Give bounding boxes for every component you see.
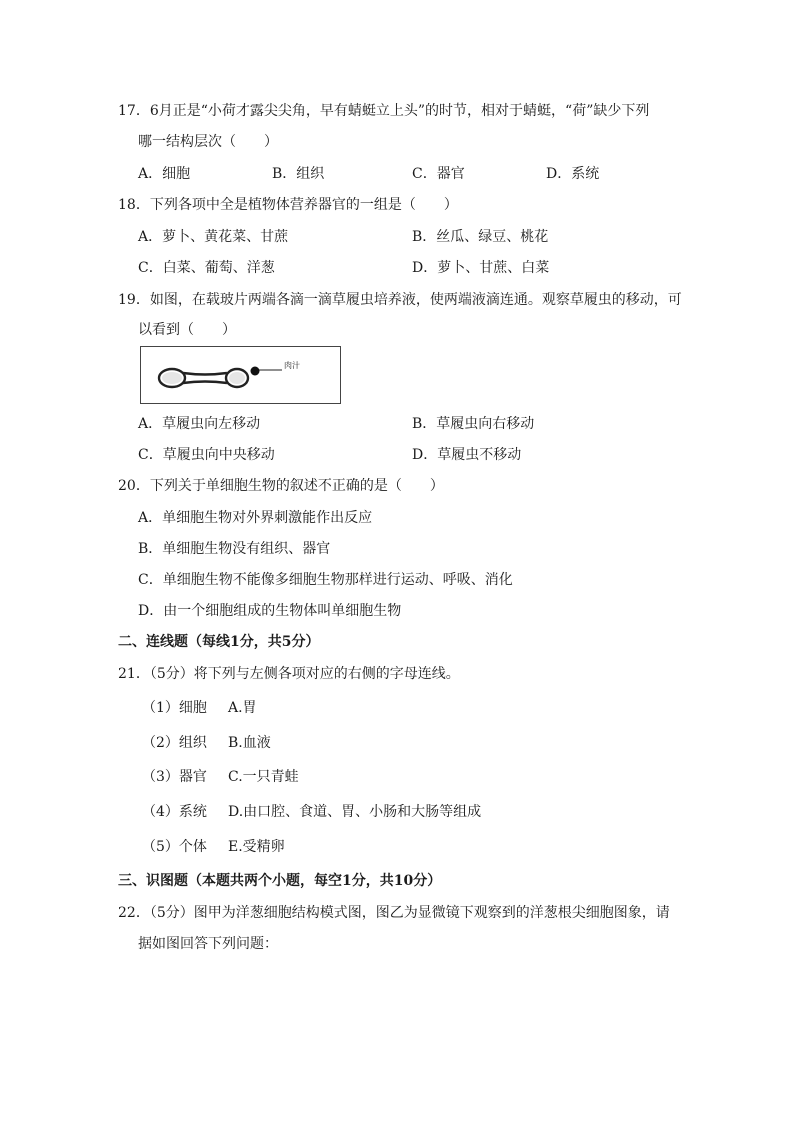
q18-option-d[interactable]: D．萝卜、甘蔗、白菜	[412, 260, 550, 276]
slide-diagram	[140, 346, 341, 404]
q18-stem: 18．下列各项中全是植物体营养器官的一组是（ ）	[118, 197, 458, 213]
q17-option-c[interactable]: C．器官	[412, 166, 465, 182]
q22-stem-line1: 22．（5分）图甲为洋葱细胞结构模式图，图乙为显微镜下观察到的洋葱根尖细胞图象，请	[118, 905, 670, 921]
matching-right-c: C.一只青蛙	[228, 769, 299, 785]
matching-right-b: B.血液	[228, 735, 271, 751]
q17-option-a[interactable]: A．细胞	[138, 166, 191, 182]
broth-drop	[251, 367, 260, 376]
q19-option-c[interactable]: C．草履虫向中央移动	[138, 447, 275, 463]
q20-option-d[interactable]: D．由一个细胞组成的生物体叫单细胞生物	[138, 603, 402, 619]
q22-stem-line2: 据如图回答下列问题：	[138, 936, 278, 952]
q19-option-a[interactable]: A．草履虫向左移动	[138, 416, 261, 432]
q19-option-d[interactable]: D．草履虫不移动	[412, 447, 522, 463]
matching-left-1: （1）细胞	[142, 700, 207, 716]
matching-right-a: A.胃	[228, 700, 257, 716]
matching-right-e: E.受精卵	[228, 839, 285, 855]
matching-left-3: （3）器官	[142, 769, 207, 785]
section-2-title: 二、连线题（每线1分，共5分）	[118, 634, 320, 650]
q17-option-d[interactable]: D．系统	[546, 166, 600, 182]
q20-option-a[interactable]: A．单细胞生物对外界刺激能作出反应	[138, 510, 373, 526]
slide-drawing	[141, 347, 340, 403]
q18-option-a[interactable]: A．萝卜、黄花菜、甘蔗	[138, 229, 289, 245]
q19-stem-line1: 19．如图，在载玻片两端各滴一滴草履虫培养液，使两端液滴连通。观察草履虫的移动，可	[118, 292, 682, 308]
droplet-fill-left	[162, 372, 182, 384]
matching-right-d: D.由口腔、食道、胃、小肠和大肠等组成	[228, 804, 482, 820]
q17-option-b[interactable]: B．组织	[272, 166, 325, 182]
matching-left-2: （2）组织	[142, 735, 207, 751]
q17-stem-line2: 哪一结构层次（ ）	[138, 134, 278, 150]
q18-option-b[interactable]: B．丝瓜、绿豆、桃花	[412, 229, 549, 245]
q21-stem: 21．（5分）将下列与左侧各项对应的右侧的字母连线。	[118, 666, 460, 682]
q19-stem-line2: 以看到（ ）	[138, 322, 236, 338]
q20-option-c[interactable]: C．单细胞生物不能像多细胞生物那样进行运动、呼吸、消化	[138, 572, 513, 588]
q17-stem-line1: 17．6月正是“小荷才露尖尖角，早有蜻蜓立上头”的时节，相对于蜻蜓，“荷”缺少下列	[118, 103, 650, 119]
droplet-fill-right	[229, 372, 245, 384]
q19-option-b[interactable]: B．草履虫向右移动	[412, 416, 535, 432]
figure-label-broth: 肉汁	[284, 361, 300, 370]
q18-option-c[interactable]: C．白菜、葡萄、洋葱	[138, 260, 275, 276]
q20-stem: 20．下列关于单细胞生物的叙述不正确的是（ ）	[118, 478, 444, 494]
matching-left-4: （4）系统	[142, 804, 207, 820]
matching-left-5: （5）个体	[142, 839, 207, 855]
q20-option-b[interactable]: B．单细胞生物没有组织、器官	[138, 541, 331, 557]
section-3-title: 三、识图题（本题共两个小题，每空1分，共10分）	[118, 873, 442, 889]
connecting-channel	[183, 373, 227, 383]
